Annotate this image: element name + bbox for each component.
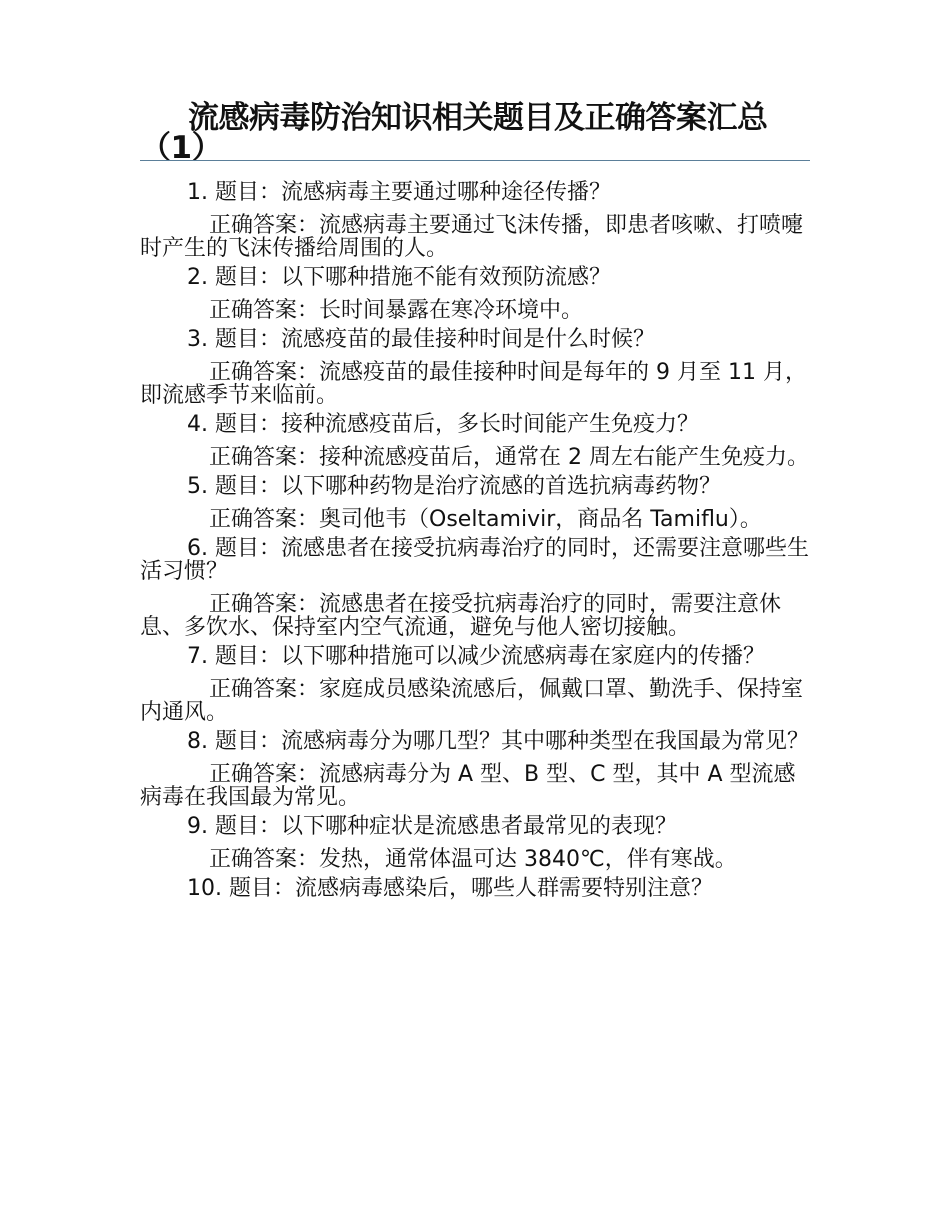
answer-8: 正确答案：流感病毒分为 A 型、B 型、C 型，其中 A 型流感病毒在我国最为常见。 (140, 762, 796, 810)
question-number: 9. (187, 814, 208, 839)
answer-5: 正确答案：奥司他韦（Oseltamivir，商品名 Tamiflu）。 (209, 507, 762, 532)
question-text: 题目：以下哪种症状是流感患者最常见的表现？ (215, 814, 678, 839)
question-text: 题目：流感病毒分为哪几型？其中哪种类型在我国最为常见？ (215, 729, 810, 754)
question-9 (140, 815, 810, 838)
question-7 (140, 645, 810, 668)
answer-7: 正确答案：家庭成员感染流感后，佩戴口罩、勤洗手、保持室内通风。 (140, 677, 804, 725)
question-number: 2. (187, 265, 208, 290)
question-6 (140, 537, 810, 583)
question-text: 题目：以下哪种药物是治疗流感的首选抗病毒药物？ (215, 474, 722, 499)
question-10 (140, 877, 810, 900)
question-number: 10. (187, 876, 222, 901)
question-4 (140, 413, 810, 436)
question-text: 题目：以下哪种措施不能有效预防流感？ (215, 265, 612, 290)
question-text: 题目：以下哪种措施可以减少流感病毒在家庭内的传播？ (215, 644, 766, 669)
question-3 (140, 328, 810, 351)
question-number: 7. (187, 644, 208, 669)
question-number: 5. (187, 474, 208, 499)
question-number: 4. (187, 412, 208, 437)
question-text: 题目：流感患者在接受抗病毒治疗的同时，还需要注意哪些生活习惯？ (140, 536, 810, 584)
answer-6: 正确答案：流感患者在接受抗病毒治疗的同时，需要注意休息、多饮水、保持室内空气流通，避免与他人密切接触。 (140, 592, 782, 640)
answer-2: 正确答案：长时间暴露在寒冷环境中。 (209, 298, 584, 323)
answer-4: 正确答案：接种流感疫苗后，通常在 2 周左右能产生免疫力。 (209, 445, 809, 470)
answer-9: 正确答案：发热，通常体温可达 3840℃，伴有寒战。 (209, 847, 737, 872)
question-number: 8. (187, 729, 208, 754)
answer-3: 正确答案：流感疫苗的最佳接种时间是每年的 9 月至 11 月，即流感季节来临前。 (140, 360, 807, 408)
answer-1: 正确答案：流感病毒主要通过飞沫传播，即患者咳嗽、打喷嚏时产生的飞沫传播给周围的人。 (140, 213, 804, 261)
question-8 (140, 730, 810, 753)
question-1 (140, 181, 810, 204)
question-text: 题目：接种流感疫苗后，多长时间能产生免疫力？ (215, 412, 700, 437)
question-number: 3. (187, 327, 208, 352)
question-number: 6. (187, 536, 208, 561)
question-text: 题目：流感疫苗的最佳接种时间是什么时候？ (215, 327, 656, 352)
question-2 (140, 266, 810, 289)
question-text: 题目：流感病毒主要通过哪种途径传播？ (215, 180, 612, 205)
document-title: 流感病毒防治知识相关题目及正确答案汇总（1） (140, 100, 768, 166)
question-5 (140, 475, 810, 498)
question-text: 题目：流感病毒感染后，哪些人群需要特别注意？ (229, 876, 714, 901)
qa-list (140, 175, 810, 900)
title-divider (140, 160, 810, 161)
question-number: 1. (187, 180, 208, 205)
